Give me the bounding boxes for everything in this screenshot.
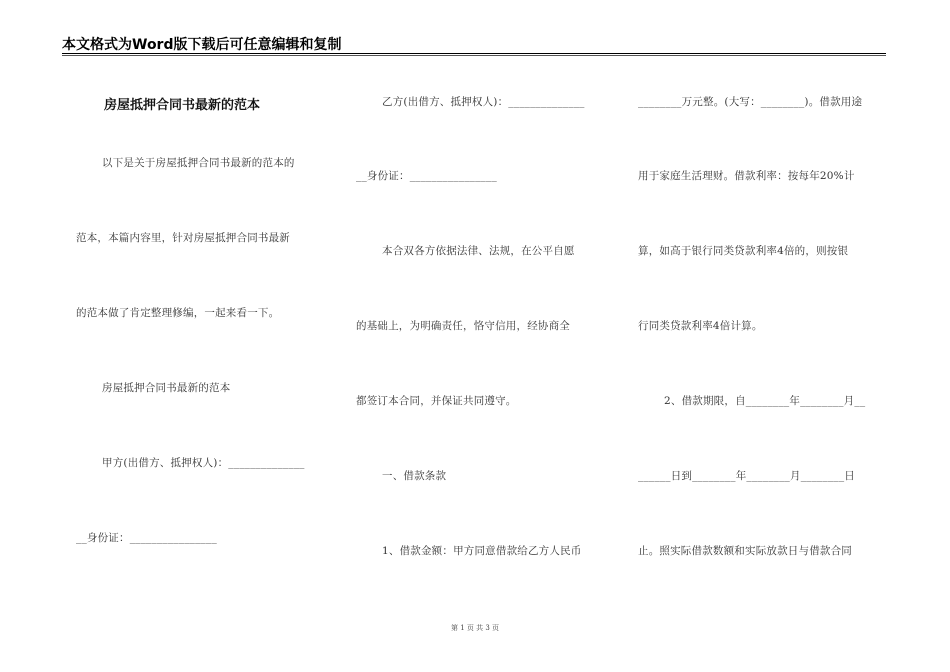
paragraph-line: 范本，本篇内容里，针对房屋抵押合同书最新: [76, 232, 290, 244]
paragraph-line: __身份证：________________: [76, 532, 217, 544]
page-footer: 第 1 页 共 3 页: [450, 624, 500, 632]
paragraph-line: 都签订本合同，并保证共同遵守。: [356, 395, 517, 407]
section-heading: 房屋抵押合同书最新的范本: [102, 382, 231, 394]
document-title: 房屋抵押合同书最新的范本: [104, 98, 261, 113]
paragraph-line: ________万元整。(大写：________)。借款用途: [638, 96, 863, 108]
paragraph-line: ______日到________年________月________日: [638, 470, 855, 482]
paragraph-line: 以下是关于房屋抵押合同书最新的范本的: [102, 157, 295, 169]
paragraph-line: 的基础上，为明确责任，恪守信用，经协商全: [356, 320, 570, 332]
paragraph-line: 用于家庭生活理财。借款利率：按每年20%计: [638, 170, 855, 182]
paragraph-line: 2、借款期限，自________年________月__: [664, 395, 866, 407]
paragraph-line: 算，如高于银行同类贷款利率4倍的，则按银: [638, 245, 849, 257]
paragraph-line: 的范本做了肯定整理修编，一起来看一下。: [76, 307, 280, 319]
paragraph-line: 本合双各方依据法律、法规，在公平自愿: [382, 245, 575, 257]
paragraph-line: 1、借款金额：甲方同意借款给乙方人民币: [382, 545, 582, 557]
header-rule: [62, 53, 886, 54]
section-heading: 一、借款条款: [382, 470, 447, 482]
paragraph-line: 乙方(出借方、抵押权人)：______________: [382, 96, 585, 108]
document-header: 本文格式为Word版下载后可任意编辑和复制: [62, 37, 342, 53]
paragraph-line: __身份证：________________: [356, 170, 497, 182]
paragraph-line: 行同类贷款利率4倍计算。: [638, 320, 763, 332]
paragraph-line: 甲方(出借方、抵押权人)：______________: [102, 457, 305, 469]
paragraph-line: 止。照实际借款数额和实际放款日与借款合同: [638, 545, 852, 557]
header-rule-thin: [62, 55, 886, 56]
